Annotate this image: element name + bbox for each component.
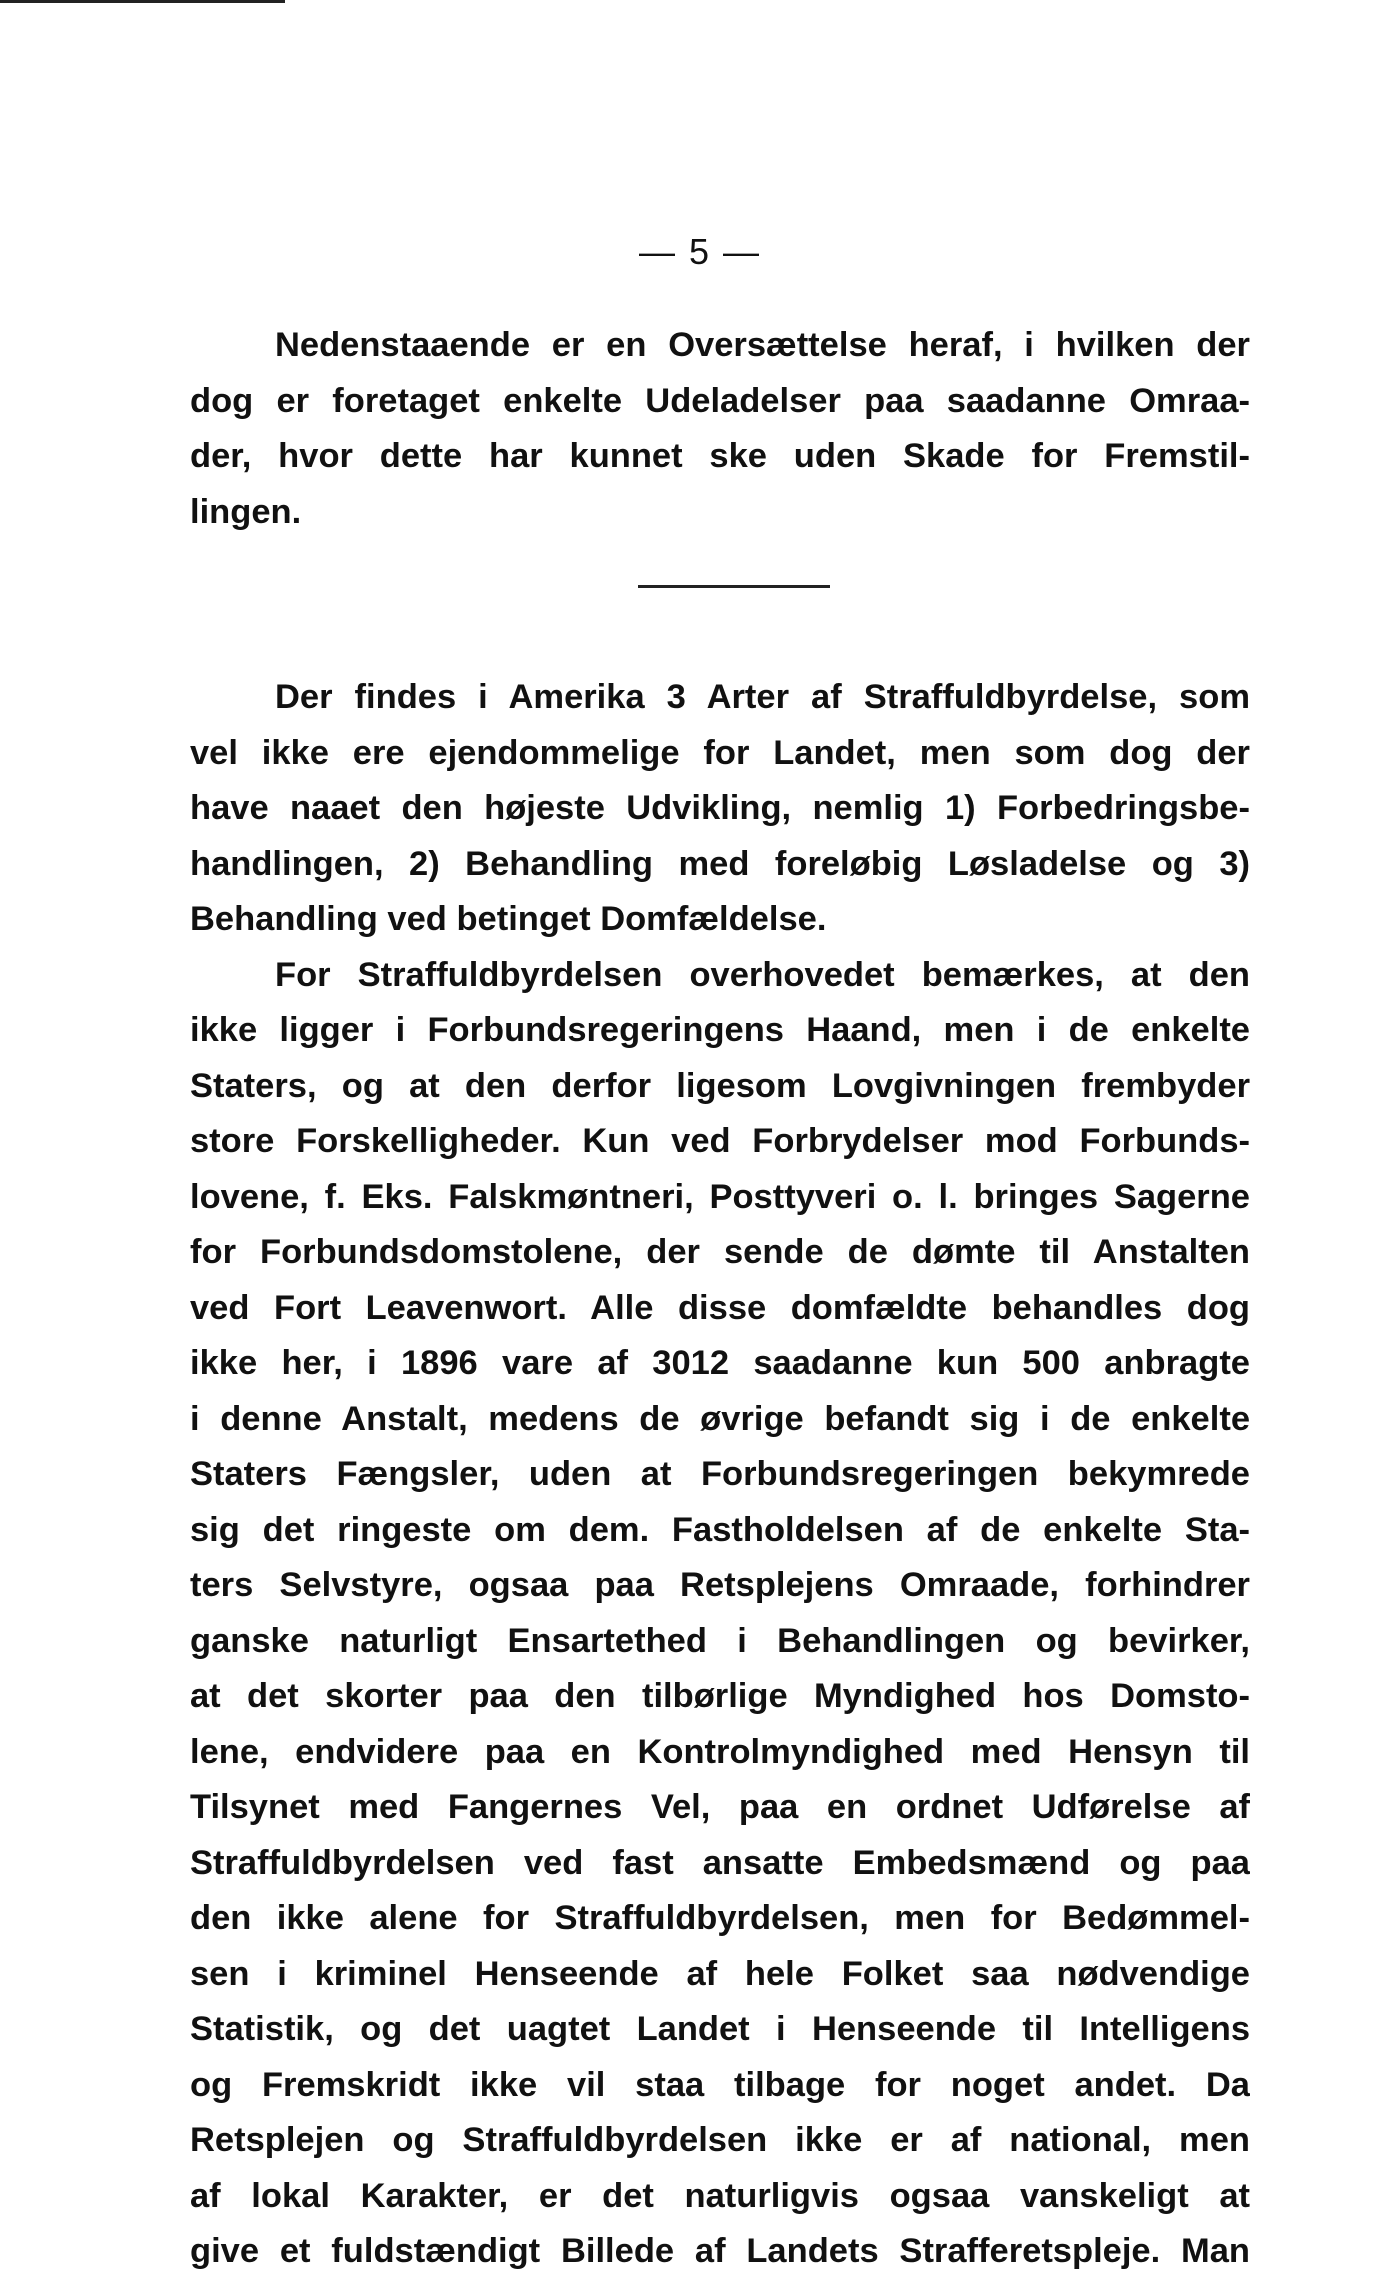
- top-edge-rule: [0, 0, 285, 3]
- text-line: der, hvor dette har kunnet ske uden Skade for Fremstil-: [190, 437, 1250, 475]
- text-line: for Forbundsdomstolene, der sende de dømte til Anstalten: [190, 1233, 1250, 1271]
- text-line: lovene, f. Eks. Falskmøntneri, Posttyveri o. l. bringes Sagerne: [190, 1177, 1250, 1216]
- paragraph-translation-note: [190, 318, 1250, 540]
- text-line: Retsplejen og Straffuldbyrdelsen ikke er af national, men: [190, 2121, 1250, 2159]
- text-line: dog er foretaget enkelte Udeladelser paa saadanne Omraa-: [190, 381, 1250, 420]
- text-line: ters Selvstyre, ogsaa paa Retsplejens Omraade, forhindrer: [190, 1566, 1250, 1604]
- text-line: Straffuldbyrdelsen ved fast ansatte Embedsmænd og paa: [190, 1843, 1250, 1882]
- text-line: Statistik, og det uagtet Landet i Henseende til Intelligens: [190, 2010, 1250, 2048]
- text-line: give et fuldstændigt Billede af Landets Strafferetspleje. Man: [190, 2232, 1250, 2270]
- text-line: i denne Anstalt, medens de øvrige befandt sig i de enkelte: [190, 1399, 1250, 1438]
- text-line: handlingen, 2) Behandling med foreløbig Løsladelse og 3): [190, 844, 1250, 883]
- text-line: ved Fort Leavenwort. Alle disse domfældte behandles dog: [190, 1288, 1250, 1327]
- text-line: den ikke alene for Straffuldbyrdelsen, men for Bedømmel-: [190, 1899, 1250, 1937]
- text-line: og Fremskridt ikke vil staa tilbage for noget andet. Da: [190, 2065, 1250, 2104]
- text-line: at det skorter paa den tilbørlige Myndighed hos Domsto-: [190, 1677, 1250, 1715]
- text-line: For Straffuldbyrdelsen overhovedet bemærkes, at den: [275, 955, 1250, 994]
- text-line: ganske naturligt Ensartethed i Behandlingen og bevirker,: [190, 1621, 1250, 1660]
- text-line: have naaet den højeste Udvikling, nemlig 1) Forbedringsbe-: [190, 789, 1250, 827]
- section-separator: [638, 585, 830, 588]
- text-line: Staters Fængsler, uden at Forbundsregeringen bekymrede: [190, 1455, 1250, 1493]
- text-line: af lokal Karakter, er det naturligvis ogsaa vanskeligt at: [190, 2176, 1250, 2215]
- text-line: Nedenstaaende er en Oversættelse heraf, i hvilken der: [275, 326, 1250, 364]
- text-line: sen i kriminel Henseende af hele Folket saa nødvendige: [190, 1954, 1250, 1993]
- text-line: ikke ligger i Forbundsregeringens Haand, men i de enkelte: [190, 1011, 1250, 1049]
- text-line: Der findes i Amerika 3 Arter af Straffuldbyrdelse, som: [275, 678, 1250, 716]
- text-line: Tilsynet med Fangernes Vel, paa en ordnet Udførelse af: [190, 1788, 1250, 1826]
- text-line: Behandling ved betinget Domfældelse.: [190, 900, 827, 938]
- text-line: store Forskelligheder. Kun ved Forbrydelser mod Forbunds-: [190, 1122, 1250, 1160]
- text-line: sig det ringeste om dem. Fastholdelsen af de enkelte Sta-: [190, 1510, 1250, 1549]
- text-line: lene, endvidere paa en Kontrolmyndighed med Hensyn til: [190, 1732, 1250, 1771]
- text-line: ikke her, i 1896 vare af 3012 saadanne kun 500 anbragte: [190, 1344, 1250, 1382]
- text-line: Staters, og at den derfor ligesom Lovgivningen frembyder: [190, 1066, 1250, 1105]
- text-line: lingen.: [190, 492, 302, 531]
- text-line: vel ikke ere ejendommelige for Landet, men som dog der: [190, 733, 1250, 772]
- paragraph-straffuldbyrdelse: [190, 670, 1250, 2280]
- page-number: — 5 —: [638, 231, 762, 272]
